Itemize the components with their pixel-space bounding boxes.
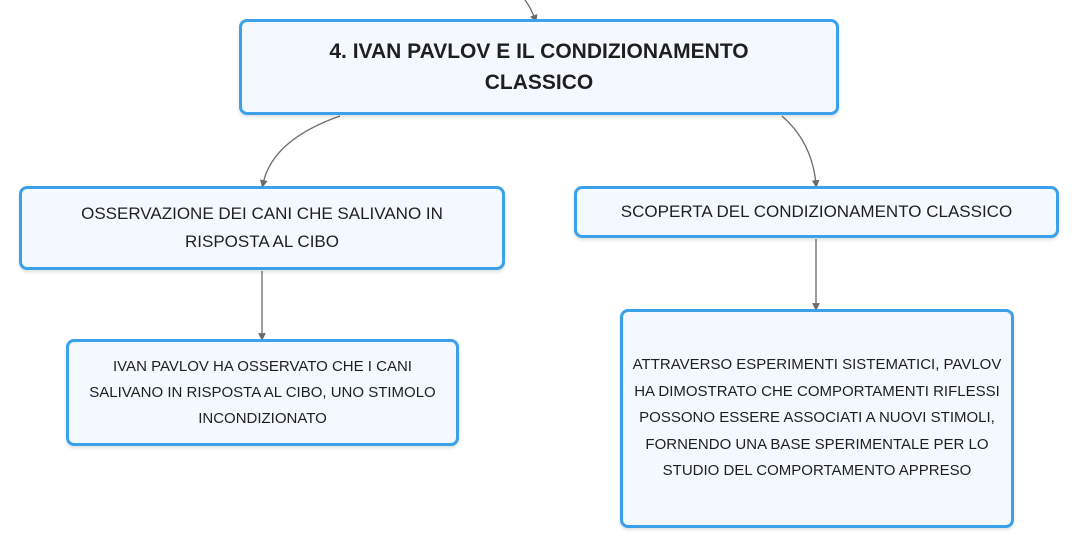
branch-node-observation[interactable] [19,186,505,270]
connector-parent-to-root [525,0,535,19]
leaf-node-discovery-detail-label: ATTRAVERSO ESPERIMENTI SISTEMATICI, PAVLOV HA DIMOSTRATO CHE COMPORTAMENTI RIFLESSI POSSONO ESSERE ASSOCIATI A NUOVI STIMOLI, FORNENDO UNA BASE SPERIMENTALE PER LO STUDIO DEL COMPORTAMENTO APPRESO [632,356,1002,480]
leaf-node-discovery-detail[interactable] [620,309,1014,528]
branch-node-discovery-label: SCOPERTA DEL CONDIZIONAMENTO CLASSICO [620,202,1013,221]
root-node-label: 4. IVAN PAVLOV E IL CONDIZIONAMENTO CLASSICO [329,40,749,94]
branch-node-discovery[interactable] [574,186,1059,238]
branch-node-observation-label: OSSERVAZIONE DEI CANI CHE SALIVANO IN RISPOSTA AL CIBO [81,204,443,251]
connector-root-to-left [263,116,340,184]
leaf-node-observation-detail[interactable] [66,339,459,446]
leaf-node-observation-detail-label: IVAN PAVLOV HA OSSERVATO CHE I CANI SALIVANO IN RISPOSTA AL CIBO, UNO STIMOLO INCONDIZIONATO [89,357,436,427]
root-node[interactable] [239,19,839,115]
connector-root-to-right [782,116,816,184]
